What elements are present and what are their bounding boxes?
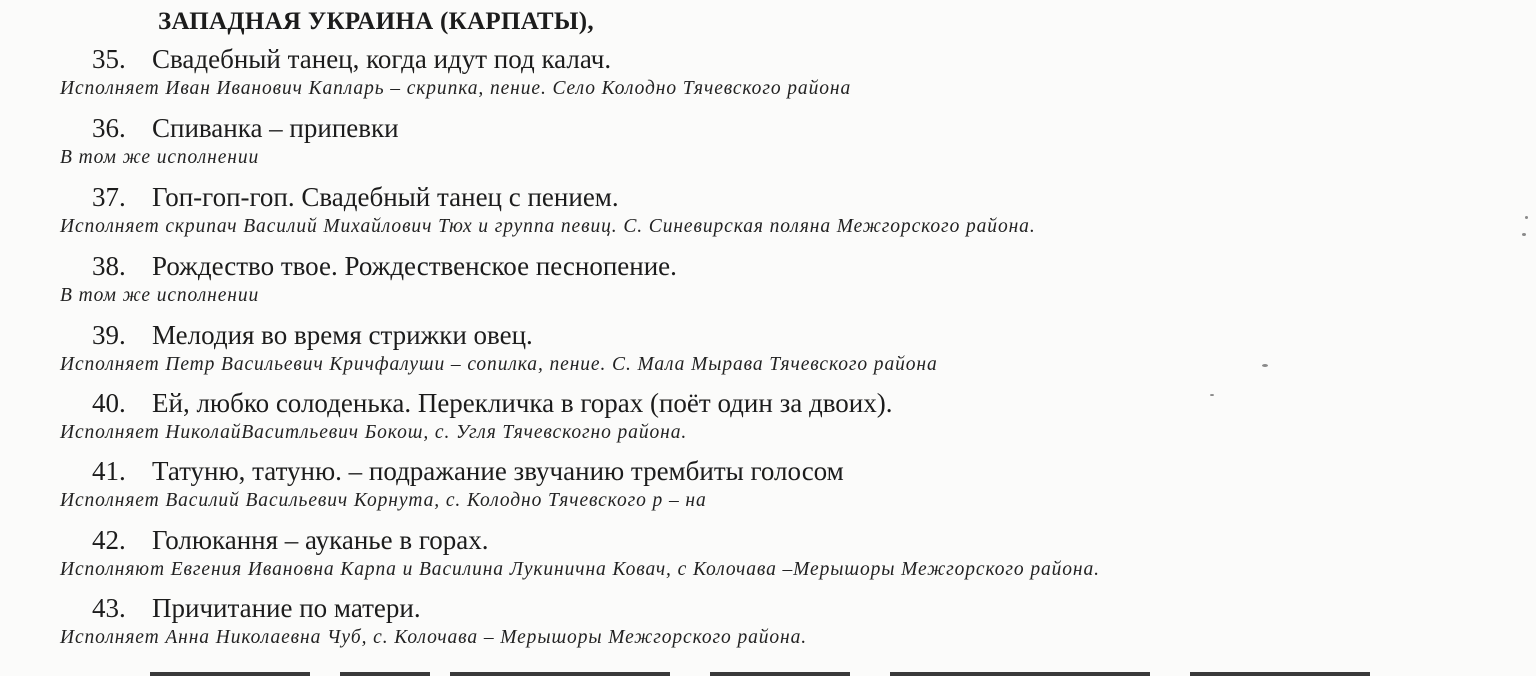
track-number: 35. — [92, 44, 126, 74]
track-name: Гоп-гоп-гоп. Свадебный танец с пением. — [152, 182, 619, 212]
track-number: 42. — [92, 525, 126, 555]
track-title — [92, 320, 533, 350]
cropped-text-fragment — [150, 668, 1430, 676]
track-title — [92, 251, 677, 281]
track-number: 39. — [92, 320, 126, 350]
track-name: Спиванка – припевки — [152, 113, 399, 143]
track-number: 40. — [92, 388, 126, 418]
track-name: Голюкання – ауканье в горах. — [152, 525, 489, 555]
track-number: 41. — [92, 456, 126, 486]
track-title — [92, 456, 844, 486]
track-name: Свадебный танец, когда идут под калач. — [152, 44, 612, 74]
track-number: 36. — [92, 113, 126, 143]
track-title — [92, 593, 421, 623]
track-title — [92, 182, 619, 212]
scan-speck — [1262, 364, 1268, 367]
track-number: 37. — [92, 182, 126, 212]
scan-speck — [1525, 216, 1528, 219]
track-performer: Исполняет Иван Иванович Капларь – скрипка, пение. Село Колодно Тячевского района — [60, 78, 852, 99]
track-performer: В том же исполнении — [60, 285, 260, 306]
track-title — [92, 525, 488, 555]
track-performer: Исполняет НиколайВаситльевич Бокош, с. Угля Тячевскогно района. — [60, 422, 688, 443]
track-number: 38. — [92, 251, 126, 281]
scan-speck — [1210, 394, 1214, 396]
track-title — [92, 388, 892, 418]
scan-speck — [1522, 233, 1526, 236]
track-title — [92, 44, 611, 74]
track-name: Рождество твое. Рождественское песнопение. — [152, 251, 677, 281]
track-name: Ей, любко солоденька. Перекличка в горах (поёт один за двоих). — [152, 388, 893, 418]
track-number: 43. — [92, 593, 126, 623]
track-performer: Исполняет Анна Николаевна Чуб, с. Колочава – Мерышоры Межгорского района. — [60, 627, 808, 648]
track-name: Мелодия во время стрижки овец. — [152, 320, 533, 350]
track-name: Причитание по матери. — [152, 593, 421, 623]
track-performer: В том же исполнении — [60, 147, 260, 168]
track-performer: Исполняет скрипач Василий Михайлович Тюх и группа певиц. С. Синевирская поляна Межгорского района. — [60, 216, 1036, 237]
track-name: Татуню, татуню. – подражание звучанию трембиты голосом — [152, 456, 844, 486]
track-performer: Исполняет Петр Васильевич Кричфалуши – сопилка, пение. С. Мала Мырава Тячевского района — [60, 354, 938, 375]
track-performer: Исполняют Евгения Ивановна Карпа и Василина Лукинична Ковач, с Колочава –Мерышоры Межгорского района. — [60, 559, 1100, 580]
track-title — [92, 113, 399, 143]
track-performer: Исполняет Василий Васильевич Корнута, с. Колодно Тячевского р – на — [60, 490, 707, 511]
section-title: ЗАПАДНАЯ УКРАИНА (КАРПАТЫ), — [158, 8, 594, 35]
